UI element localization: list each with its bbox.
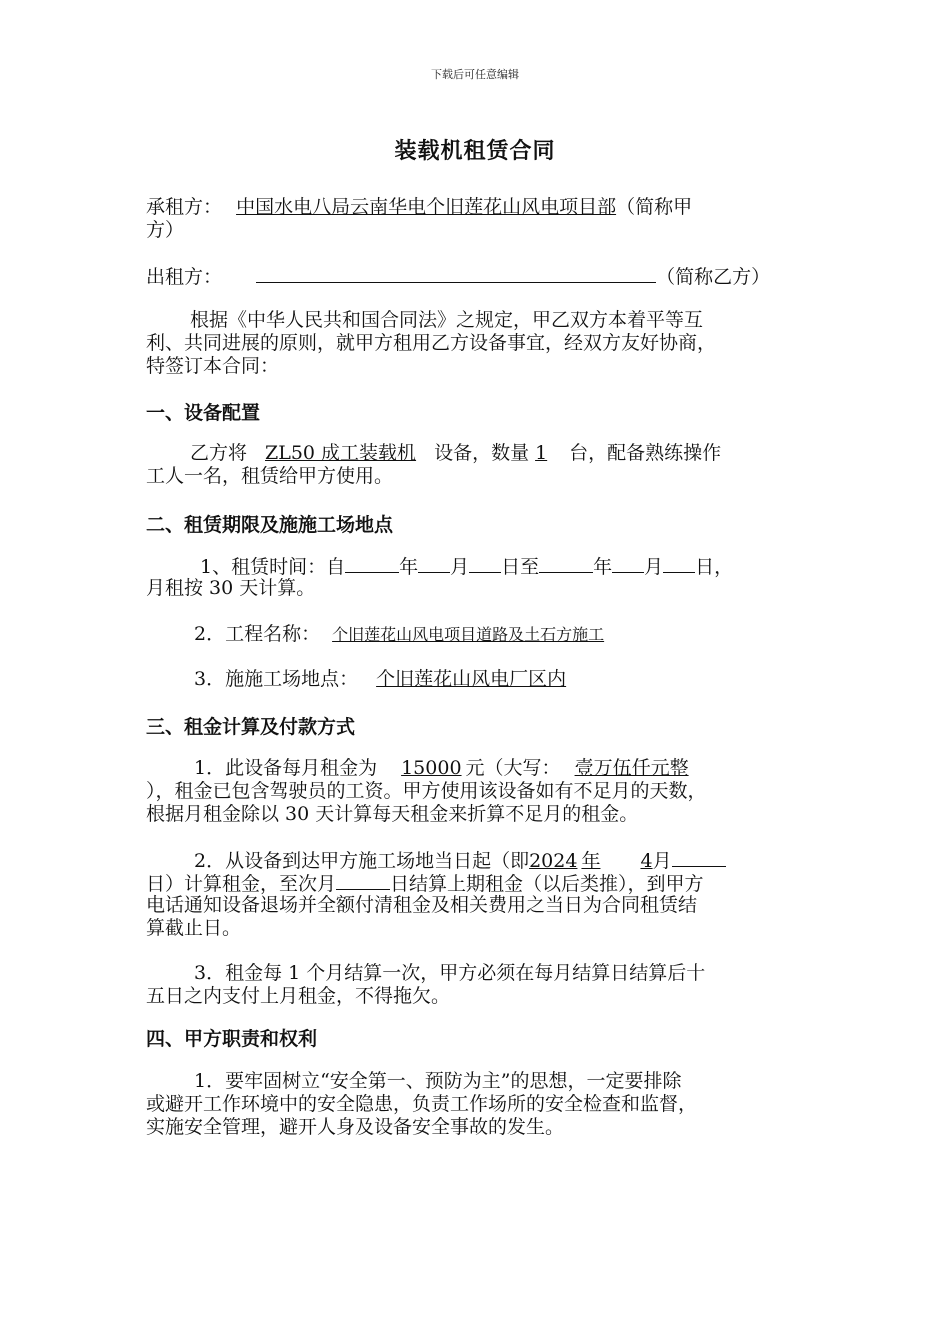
lessor-suffix: （简称乙方） (656, 266, 771, 288)
lessee-line (146, 196, 810, 218)
month-unit-2: 月 (644, 556, 664, 578)
intro-line3: 特签订本合同： (146, 355, 280, 377)
section3-item1-line2: ），租金已包含驾驶员的工资。甲方使用该设备如有不足月的天数， (146, 780, 707, 802)
section3-item1-line1 (146, 757, 810, 779)
day-end-text: 日， (695, 556, 734, 578)
section2-item3 (146, 668, 810, 690)
end-year-blank[interactable] (539, 554, 593, 573)
section3-item1-line3: 根据月租金除以 30 天计算每天租金来折算不足月的租金。 (146, 803, 639, 825)
start-date-label: 2．从设备到达甲方施工场地当日起（即 (194, 850, 530, 872)
amount-words-label: 元（大写： (465, 757, 561, 779)
section1-heading: 一、设备配置 (146, 402, 261, 424)
end-month-blank[interactable] (612, 554, 644, 573)
start-month-blank[interactable] (418, 554, 450, 573)
section1-line2: 工人一名，租赁给甲方使用。 (146, 465, 394, 487)
section3-item2-line3: 电话通知设备退场并全额付清租金及相关费用之当日为合同租赁结 (146, 894, 698, 916)
section3-item3-line2: 五日之内支付上月租金，不得拖欠。 (146, 985, 451, 1007)
lessee-suffix: （简称甲 (616, 196, 693, 218)
month-unit: 月 (450, 556, 470, 578)
settle-text-b: 日结算上期租金（以后类推），到甲方 (390, 873, 704, 895)
lessor-label: 出租方： (146, 266, 223, 288)
section3-item2-line1 (146, 848, 810, 872)
year-unit-2: 年 (593, 556, 613, 578)
section1-text-b: 设备，数量 (434, 442, 530, 464)
lessor-line (146, 264, 810, 288)
intro-line2: 利、共同进展的原则，就甲方租用乙方设备事宜，经双方友好协商， (146, 332, 717, 354)
start-year-blank[interactable] (345, 554, 399, 573)
lessor-blank[interactable] (256, 264, 656, 283)
section3-item3-line1: 3．租金每 1 个月结算一次，甲方必须在每月结算日结算后十 (194, 962, 706, 984)
start-year-unit: 年 (581, 850, 601, 872)
start-day-blank[interactable] (469, 554, 501, 573)
site-location-value: 个旧莲花山风电厂区内 (376, 668, 567, 690)
monthly-rent-words: 壹万伍仟元整 (574, 757, 689, 779)
header-note: 下载后可任意编辑 (431, 68, 519, 81)
day-to-text: 日至 (501, 556, 540, 578)
year-unit: 年 (399, 556, 419, 578)
section3-item2-line2 (146, 871, 810, 895)
section2-item1-line2: 月租按 30 天计算。 (146, 577, 316, 599)
start-day-blank-2[interactable] (672, 848, 726, 867)
lessee-label: 承租方： (146, 196, 223, 218)
lessee-name: 中国水电八局云南华电个旧莲花山风电项目部 (236, 196, 617, 218)
section3-item2-line4: 算截止日。 (146, 917, 242, 939)
section2-item1-line1 (146, 554, 810, 578)
document-title: 装载机租赁合同 (394, 138, 556, 164)
equipment-name: ZL50 成工装载机 (265, 442, 417, 464)
section1-text-c: 台，配备熟练操作 (569, 442, 722, 464)
project-name-value: 个旧莲花山风电项目道路及土石方施工 (332, 625, 605, 644)
lessee-suffix-line2: 方） (146, 219, 185, 241)
equipment-quantity: 1 (535, 442, 548, 464)
monthly-rent-label: 1．此设备每月租金为 (194, 757, 378, 779)
section1-text-a: 乙方将 (190, 442, 248, 464)
site-location-label: 3．施施工场地点： (194, 668, 359, 690)
start-month: 4 (640, 850, 653, 872)
settle-day-blank[interactable] (336, 871, 390, 890)
project-name-label: 2．工程名称： (194, 623, 321, 645)
start-month-unit: 月 (652, 850, 672, 872)
section4-heading: 四、甲方职责和权利 (146, 1028, 318, 1050)
section4-item1-line2: 或避开工作环境中的安全隐患，负责工作场所的安全检查和监督， (146, 1093, 698, 1115)
monthly-rent-amount: 15000 (401, 757, 462, 779)
section3-heading: 三、租金计算及付款方式 (146, 716, 356, 738)
end-day-blank[interactable] (663, 554, 695, 573)
rent-period-label: 1、租赁时间：自 (200, 556, 346, 578)
section2-item2 (146, 623, 810, 646)
section2-heading: 二、租赁期限及施施工场地点 (146, 514, 394, 536)
start-year: 2024 (529, 850, 578, 872)
intro-line1: 根据《中华人民共和国合同法》之规定，甲乙双方本着平等互 (190, 309, 704, 331)
settle-text-a: 日）计算租金，至次月 (146, 873, 337, 895)
section1-line1 (146, 442, 810, 464)
section4-item1-line3: 实施安全管理，避开人身及设备安全事故的发生。 (146, 1116, 565, 1138)
section4-item1-line1: 1．要牢固树立“安全第一、预防为主”的思想，一定要排除 (194, 1070, 682, 1092)
